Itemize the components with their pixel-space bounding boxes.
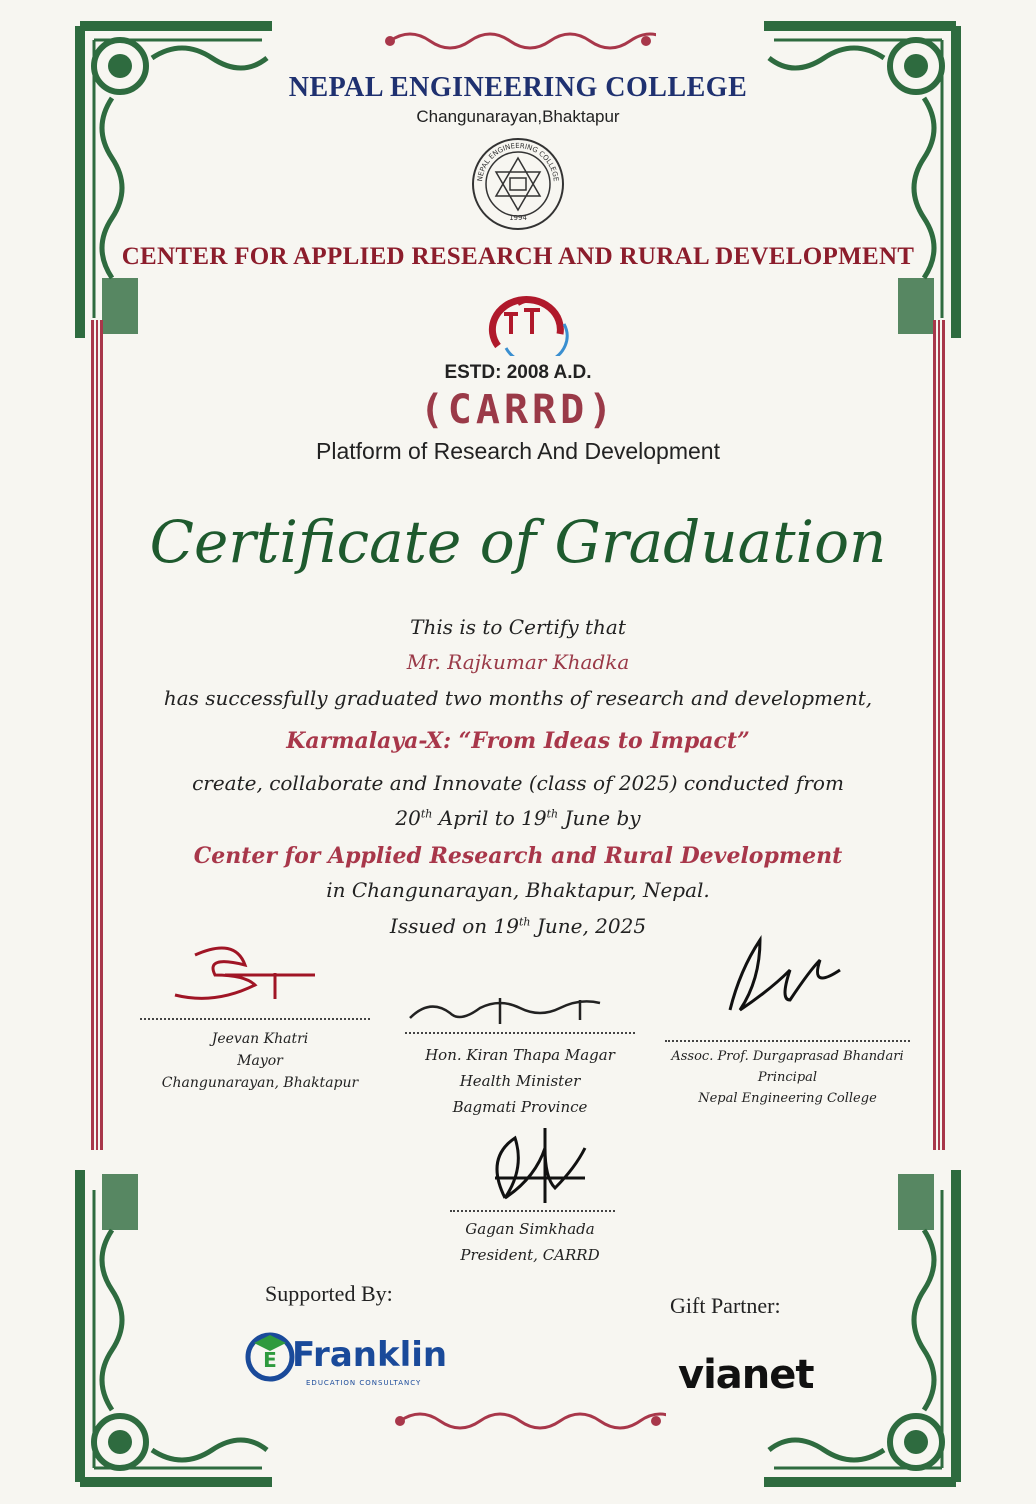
college-seal <box>470 136 566 232</box>
svg-text:NEPAL ENGINEERING COLLEGE: NEPAL ENGINEERING COLLEGE <box>476 141 560 182</box>
certify-line: This is to Certify that <box>410 615 626 639</box>
signatory-org: Bagmati Province <box>452 1098 588 1116</box>
established-year: ESTD: 2008 A.D. <box>444 362 592 383</box>
svg-text:E: E <box>263 1348 277 1372</box>
franklin-name: Franklin <box>292 1335 448 1375</box>
signature-line-principal <box>665 1040 910 1042</box>
signatory-org: Nepal Engineering College <box>698 1091 877 1106</box>
flourish-bottom <box>390 1408 666 1434</box>
signature-minister <box>400 988 650 1033</box>
signature-line-mayor <box>140 1018 370 1020</box>
signatory-minister <box>390 1042 650 1120</box>
carrd-logo <box>468 284 572 356</box>
signature-president <box>475 1118 595 1208</box>
signature-mayor <box>165 935 345 1010</box>
franklin-logo <box>240 1325 470 1395</box>
organizer-name: Center for Applied Research and Rural Development <box>193 843 843 869</box>
tagline: Platform of Research And Development <box>316 438 720 464</box>
flourish-top <box>380 28 656 54</box>
signatory-title: President, CARRD <box>460 1246 600 1264</box>
signature-principal <box>710 930 850 1030</box>
ornament-corner-top-right <box>754 18 964 348</box>
signature-line-president <box>450 1210 615 1212</box>
svg-text:1994: 1994 <box>509 214 527 222</box>
college-address: Changunarayan,Bhaktapur <box>416 107 620 126</box>
signatory-president <box>420 1216 640 1268</box>
program-name: Karmalaya-X: “From Ideas to Impact” <box>286 728 750 754</box>
center-name: CENTER FOR APPLIED RESEARCH AND RURAL DEVELOPMENT <box>121 243 915 270</box>
carrd-acronym: (CARRD) <box>419 387 617 433</box>
signatory-mayor <box>130 1028 390 1094</box>
gift-partner-label: Gift Partner: <box>670 1293 781 1318</box>
signatory-name: Hon. Kiran Thapa Magar <box>425 1046 615 1064</box>
issued-line: Issued on 19th June, 2025 <box>389 914 647 938</box>
ornament-corner-top-left <box>72 18 282 348</box>
signatory-name: Gagan Simkhada <box>465 1220 595 1238</box>
signatory-name: Jeevan Khatri <box>211 1031 309 1047</box>
recipient-name: Mr. Rajkumar Khadka <box>406 650 630 674</box>
signatory-org: Changunarayan, Bhaktapur <box>161 1075 359 1091</box>
signatory-title: Principal <box>757 1070 818 1085</box>
supported-by-label: Supported By: <box>265 1281 393 1306</box>
location-line: in Changunarayan, Bhaktapur, Nepal. <box>326 878 710 902</box>
graduated-line: has successfully graduated two months of research and development, <box>163 686 873 710</box>
class-line: create, collaborate and Innovate (class of 2025) conducted from <box>192 771 844 795</box>
college-name: NEPAL ENGINEERING COLLEGE <box>288 72 748 103</box>
signatory-title: Health Minister <box>459 1072 581 1090</box>
franklin-subtitle: EDUCATION CONSULTANCY <box>306 1379 422 1387</box>
signatory-name: Assoc. Prof. Durgaprasad Bhandari <box>671 1049 904 1064</box>
dates-line: 20th April to 19th June by <box>395 806 641 830</box>
franklin-emblem-icon <box>240 1325 300 1385</box>
ornament-corner-bottom-right <box>754 1160 964 1490</box>
signature-line-minister <box>405 1032 635 1034</box>
certificate-title: Certificate of Graduation <box>149 508 887 576</box>
signatory-title: Mayor <box>237 1053 283 1069</box>
signatory-principal <box>655 1046 920 1109</box>
vianet-logo: vianet <box>678 1352 814 1398</box>
